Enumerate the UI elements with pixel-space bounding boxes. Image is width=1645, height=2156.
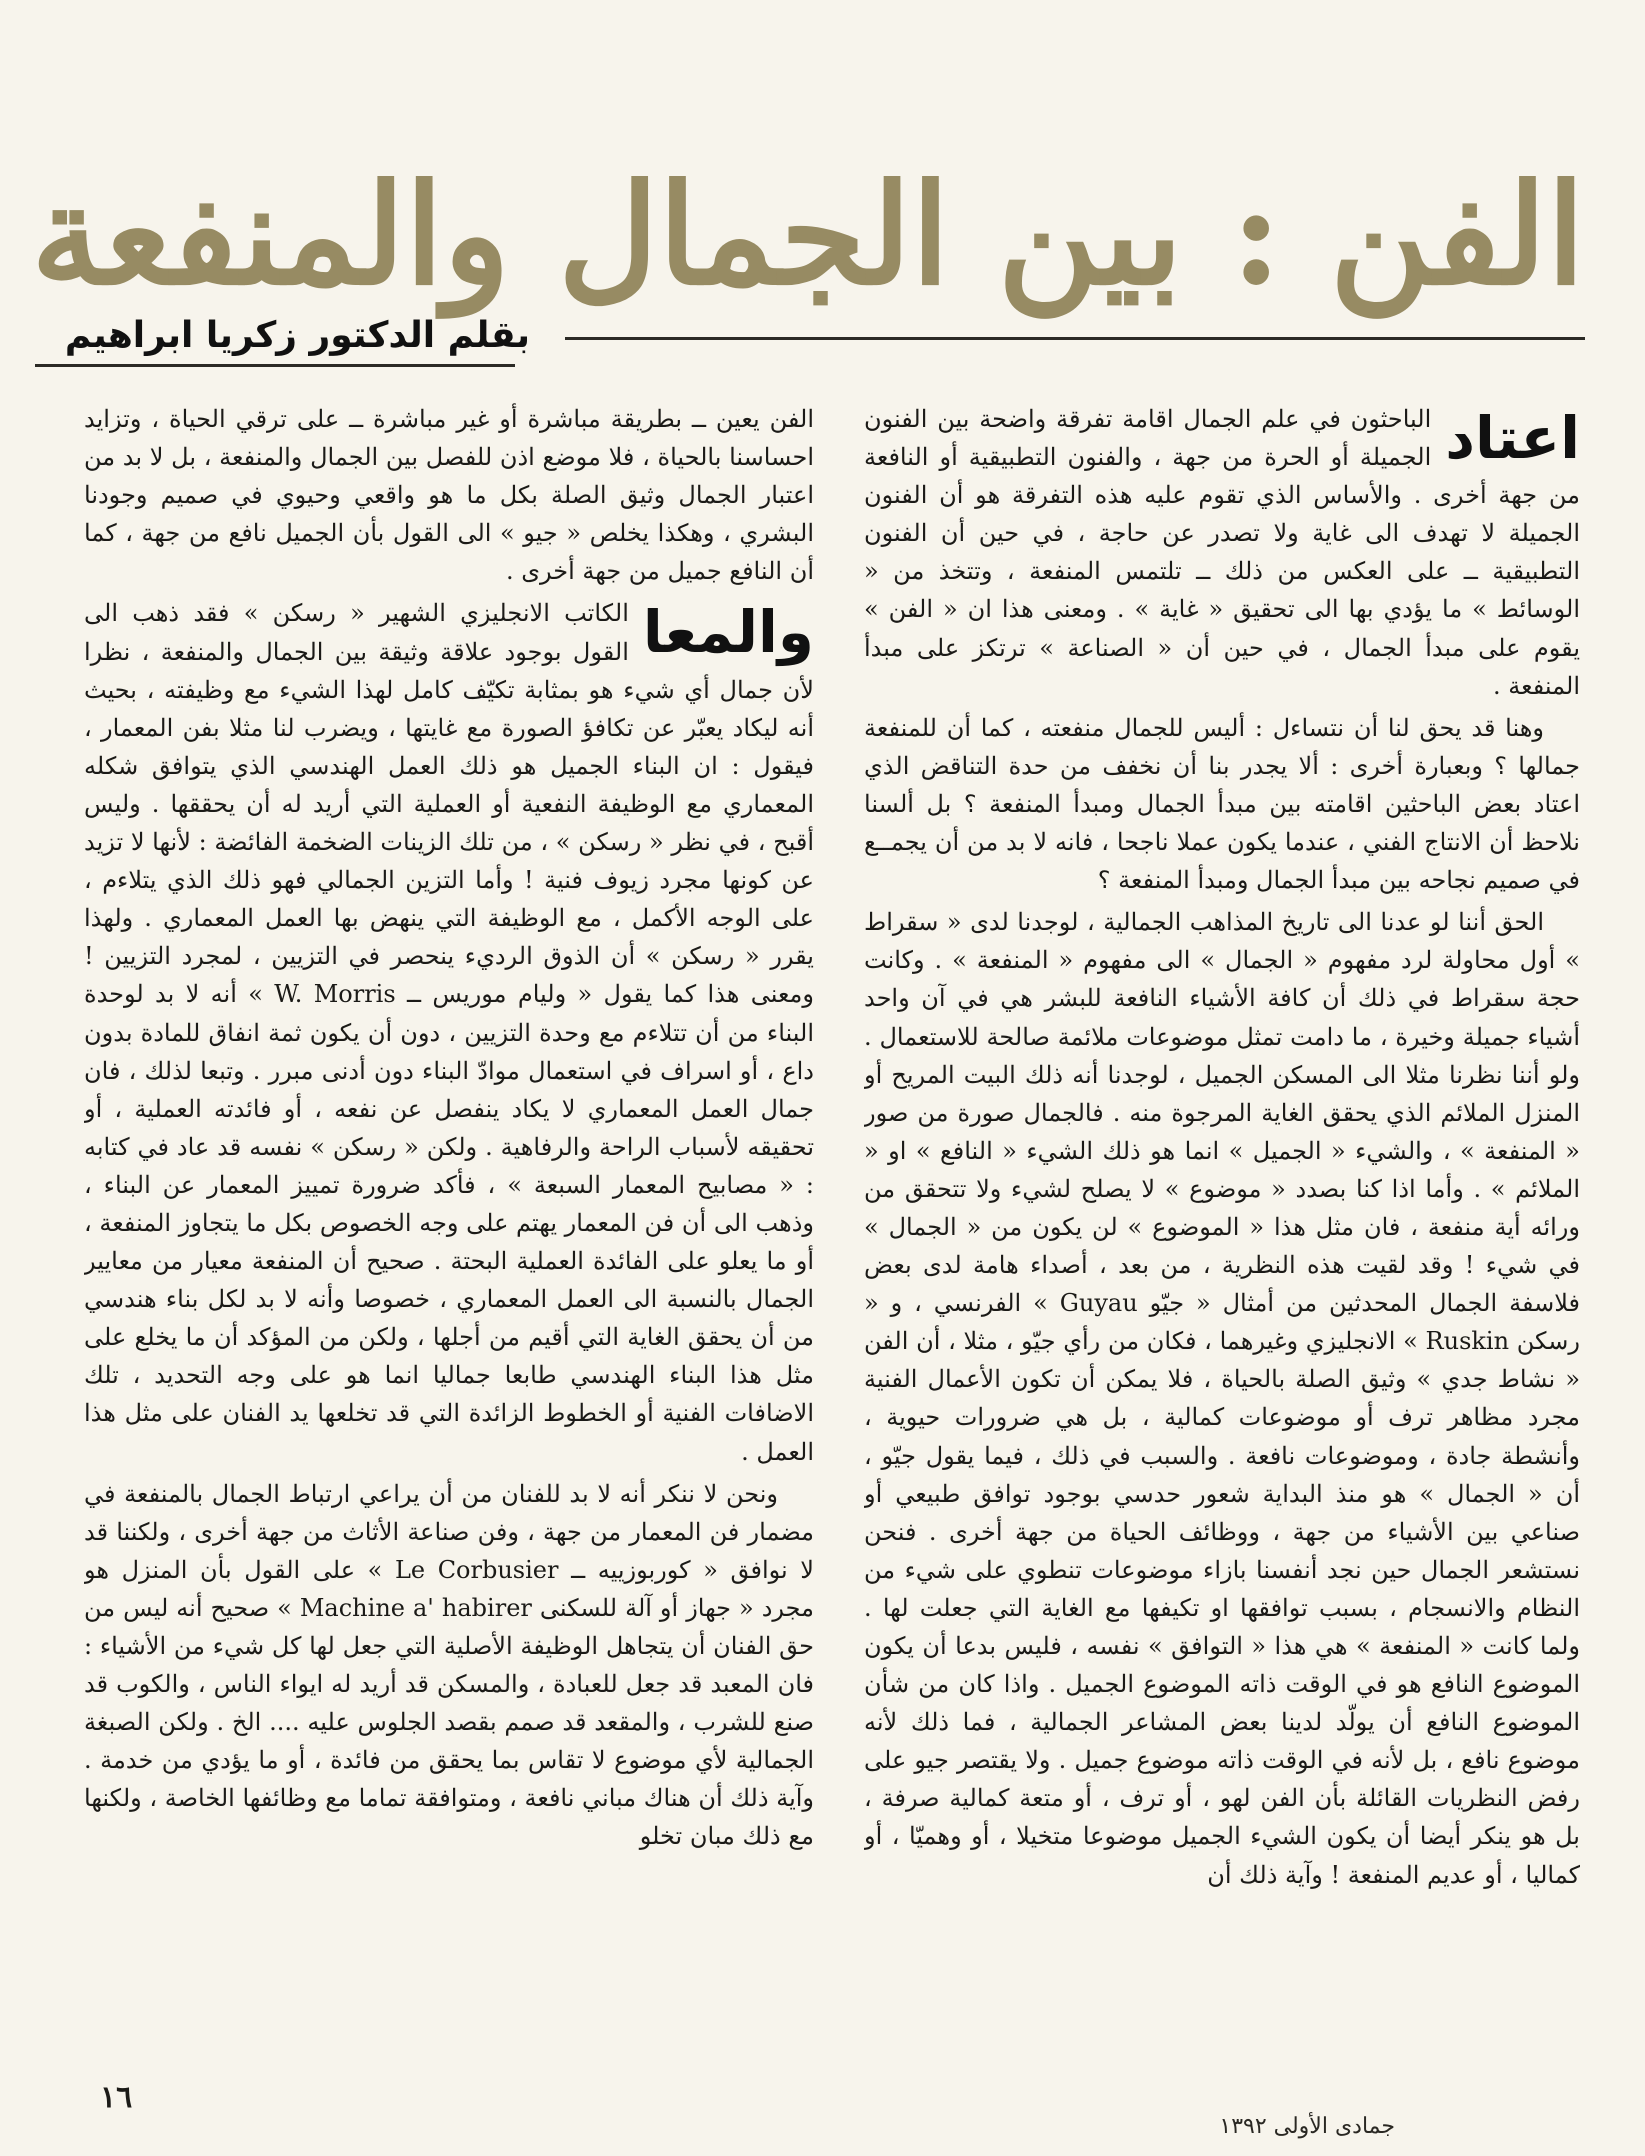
drop-initial: اعتاد [1445,404,1580,472]
paragraph: وهنا قد يحق لنا أن نتساءل : أليس للجمال منفعته ، كما أن للمنفعة جمالها ؟ وبعبارة أخرى : ألا يجدر بنا أن نخفف من حدة التناقض الذي اعتاد بعض الباحثين اقامته بين مبدأ الجمال ومبدأ المنفعة ؟ بل ألسنا نلاحظ أن الانتاج الفني ، عندما يكون عملا ناجحا ، فانه لا بد من أن يجمــع في صميم نجاحه بين مبدأ الجمال ومبدأ المنفعة ؟ [864,713,1580,895]
paragraph-text: الكاتب الانجليزي الشهير « رسكن » فقد ذهب الى القول بوجود علاقة وثيقة بين الجمال والمنفعة ، نظرا لأن جمال أي شيء هو بمثابة تكيّف كامل لهذا الشيء مع وظيفته ، بحيث أنه ليكاد يعبّر عن تكافؤ الصورة مع غايتها ، ويضرب لنا مثلا بفن المعمار ، فيقول : ان البناء الجميل هو ذلك العمل الهندسي الذي يتوافق شكله المعماري مع الوظيفة النفعية أو العملية التي أريد له أن يحققها . وليس أقبح ، في نظر « رسكن » ، من تلك الزينات الضخمة الفائضة : لأنها لا تزيد عن كونها مجرد زيوف فنية ! وأما التزين الجمالي فهو ذلك الذي يتلاءم ، على الوجه الأكمل ، مع الوظيفة التي ينهض بها العمل المعماري . ولهذا يقرر « رسكن » أن الذوق الرديء ينحصر في التزيين ، لمجرد التزيين ! ومعنى هذا كما يقول « وليام موريس ــ W. Morris » أنه لا بد لوحدة البناء من أن تتلاءم مع وحدة التزيين ، دون أن يكون ثمة انفاق للمادة بدون داع ، أو اسراف في استعمال موادّ البناء دون أدنى مبرر . وتبعا لذلك ، فان جمال العمل المعماري لا يكاد ينفصل عن نفعه ، أو فائدته العملية ، أو تحقيقه لأسباب الراحة والرفاهية . ولكن « رسكن » نفسه قد عاد في كتابه : « مصابيح المعمار السبعة » ، فأكد ضرورة تمييز المعمار عن البناء ، وذهب الى أن فن المعمار يهتم على وجه الخصوص بكل ما يتجاوز المنفعة ، أو ما يعلو على الفائدة العملية البحتة . صحيح أن المنفعة معيار من معايير الجمال بالنسبة الى العمل المعماري ، خصوصا وأنه لا بد لكل بناء هندسي من أن يحقق الغاية التي أقيم من أجلها ، ولكن من المؤكد أن ما يخلع على مثل هذا البناء الهندسي طابعا جماليا انما هو على وجه التحديد ، تلك الاضافات الفنية أو الخطوط الزائدة التي قد تخلعها يد الفنان على مثل هذا العمل . [84,599,814,1466]
drop-initial: والمعا [642,598,814,667]
paragraph: ونحن لا ننكر أنه لا بد للفنان من أن يراعي ارتباط الجمال بالمنفعة في مضمار فن المعمار من جهة ، وفن صناعة الأثاث من جهة أخرى ، ولكننا قد لا نوافق « كوربوزييه ــ Le Corbusier » على القول بأن المنزل هو مجرد « جهاز أو آلة للسكنى Machine a' habirer » صحيح أنه ليس من حق الفنان أن يتجاهل الوظيفة الأصلية التي جعل لها كل شيء من الأشياء : فان المعبد قد جعل للعبادة ، والمسكن قد أريد له ايواء الناس ، والكوب قد صنع للشرب ، والمقعد قد صمم بقصد الجلوس عليه .... الخ . ولكن الصبغة الجمالية لأي موضوع لا تقاس بما يحقق من فائدة ، أو ما يؤدي من خدمة . وآية ذلك أن هناك مباني نافعة ، ومتوافقة تماما مع وظائفها الخاصة ، ولكنها مع ذلك مبان تخلو [84,1479,814,1851]
paragraph-text: الباحثون في علم الجمال اقامة تفرقة واضحة بين الفنون الجميلة أو الحرة من جهة ، والفنون التطبيقية أو النافعة من جهة أخرى . والأساس الذي تقوم عليه هذه التفرقة هو أن الفنون الجميلة لا تهدف الى غاية ولا تصدر عن حاجة ، في حين أن الفنون التطبيقية ــ على العكس من ذلك ــ تلتمس المنفعة ، وتتخذ من « الوسائط » ما يؤدي بها الى تحقيق « غاية » . ومعنى هذا ان « الفن » يقوم على مبدأ الجمال ، في حين أن « الصناعة » ترتكز على مبدأ المنفعة . [864,405,1580,700]
left-column [84,400,814,2110]
title-divider [565,337,1585,340]
page-number: ١٦ [100,2080,133,2115]
paragraph: الفن يعين ــ بطريقة مباشرة أو غير مباشرة ــ على ترقي الحياة ، وتزايد احساسنا بالحياة ، فلا موضع اذن للفصل بين الجمال والمنفعة ، بل لا بد من اعتبار الجمال وثيق الصلة بكل ما هو واقعي وحيوي في صميم وجودنا البشري ، وهكذا يخلص « جيو » الى القول بأن الجميل نافع من جهة ، كما أن النافع جميل من جهة أخرى . [84,405,814,586]
right-column [864,400,1580,2110]
article-title: الفن : بين الجمال والمنفعة [31,153,1585,316]
paragraph [864,400,1580,705]
issue-date: جمادى الأولى ١٣٩٢ [1219,2114,1395,2139]
paragraph: الحق أننا لو عدنا الى تاريخ المذاهب الجمالية ، لوجدنا لدى « سقراط » أول محاولة لرد مفهوم « الجمال » الى مفهوم « المنفعة » . وكانت حجة سقراط في ذلك أن كافة الأشياء النافعة للبشر هي في آن واحد أشياء جميلة وخيرة ، ما دامت تمثل موضوعات ملائمة صالحة للاستعمال . ولو أننا نظرنا مثلا الى المسكن الجميل ، لوجدنا أنه ذلك البيت المريح أو المنزل الملائم الذي يحقق الغاية المرجوة منه . فالجمال صورة من صور « المنفعة » ، والشيء « الجميل » انما هو ذلك الشيء « النافع » او « الملائم » . وأما اذا كنا بصدد « موضوع » لا يصلح لشيء ولا تتحقق من ورائه أية منفعة ، فان مثل هذا « الموضوع » لن يكون من « الجمال » في شيء ! وقد لقيت هذه النظرية ، من بعد ، أصداء هامة لدى بعض فلاسفة الجمال المحدثين من أمثال « جيّو Guyau » الفرنسي ، و « رسكن Ruskin » الانجليزي وغيرهما ، فكان من رأي جيّو ، مثلا ، أن الفن « نشاط جدي » وثيق الصلة بالحياة ، فلا يمكن أن تكون الأعمال الفنية مجرد مظاهر ترف أو موضوعات كمالية ، بل هي ضرورات حيوية ، وأنشطة جادة ، وموضوعات نافعة . والسبب في ذلك ، فيما يقول جيّو ، أن « الجمال » هو منذ البداية شعور حدسي بوجود توافق طبيعي أو صناعي بين الأشياء من جهة ، ووظائف الحياة من جهة أخرى . فنحن نستشعر الجمال حين نجد أنفسنا بازاء موضوعات تنطوي على شيء من النظام والانسجام ، بسبب توافقها او تكيفها مع الغاية التي جعلت لها . ولما كانت « المنفعة » هي هذا « التوافق » نفسه ، فليس بدعا أن يكون الموضوع النافع هو في الوقت ذاته الموضوع الجميل . واذا كان من شأن الموضوع النافع أن يولّد لدينا بعض المشاعر الجمالية ، فما ذلك لأنه موضوع نافع ، بل لأنه في الوقت ذاته موضوع جميل . ولا يقتصر جيو على رفض النظريات القائلة بأن الفن لهو ، أو ترف ، أو متعة كمالية صرفة ، بل هو ينكر أيضا أن يكون الشيء الجميل موضوعا متخيلا ، أو وهميّا ، أو كماليا ، أو عديم المنفعة ! وآية ذلك أن [864,908,1580,1889]
author-byline: بقلم الدكتور زكريا ابراهيم [64,315,530,356]
paragraph [84,594,814,1470]
byline-divider [35,364,515,367]
